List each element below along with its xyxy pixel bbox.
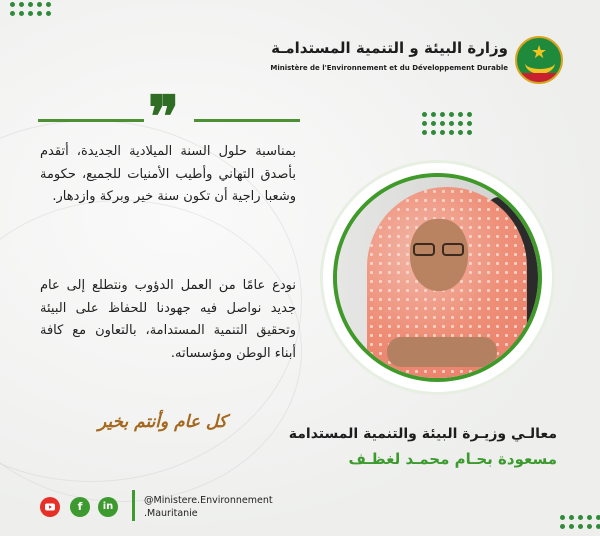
quote-mark-icon: ❞ — [148, 83, 180, 151]
dot-pattern-bottom-right — [560, 515, 600, 529]
ministry-seal-icon: ★ — [515, 36, 563, 84]
youtube-icon[interactable] — [40, 497, 60, 517]
divider-left — [38, 119, 144, 122]
social-handle[interactable] — [144, 494, 273, 520]
message-paragraph-1: بمناسبة حلول السنة الميلادية الجديدة، أتقدم بأصدق التهاني وأطيب الأمنيات للجميع، حكومة وشعبا راجية أن تكون سنة خير وبركة وازدهار. — [40, 144, 296, 204]
social-handle-line-1: @Ministere.Environnement — [144, 495, 273, 506]
dot-pattern-top-left — [10, 2, 51, 16]
message-paragraph-2: نودع عامًا من العمل الدؤوب ونتطلع إلى عام جديد نواصل فيه جهودنا للحفاظ على البيئة وتحقيق التنمية المستدامة، بالتعاون مع كافة أبناء الوطن ومؤسساته. — [40, 278, 296, 361]
new-year-greeting: كل عام وأنتم بخير — [98, 412, 227, 432]
ministry-title-arabic: وزارة البيئة و التنمية المستدامـة — [271, 39, 508, 57]
ministry-title-french: Ministère de l'Environnement et du Développement Durable — [270, 64, 508, 72]
dot-pattern-right — [422, 112, 472, 135]
social-handle-line-2: .Mauritanie — [144, 508, 198, 519]
minister-title: معالـي وزيـرة البيئة والتنمية المستدامة — [288, 426, 557, 442]
minister-name: مسعودة بحـام محمـد لغظـف — [348, 450, 557, 468]
linkedin-icon[interactable]: in — [98, 497, 118, 517]
minister-portrait — [333, 173, 542, 382]
footer-divider — [132, 490, 135, 521]
facebook-icon[interactable]: f — [70, 497, 90, 517]
divider-right — [194, 119, 300, 122]
